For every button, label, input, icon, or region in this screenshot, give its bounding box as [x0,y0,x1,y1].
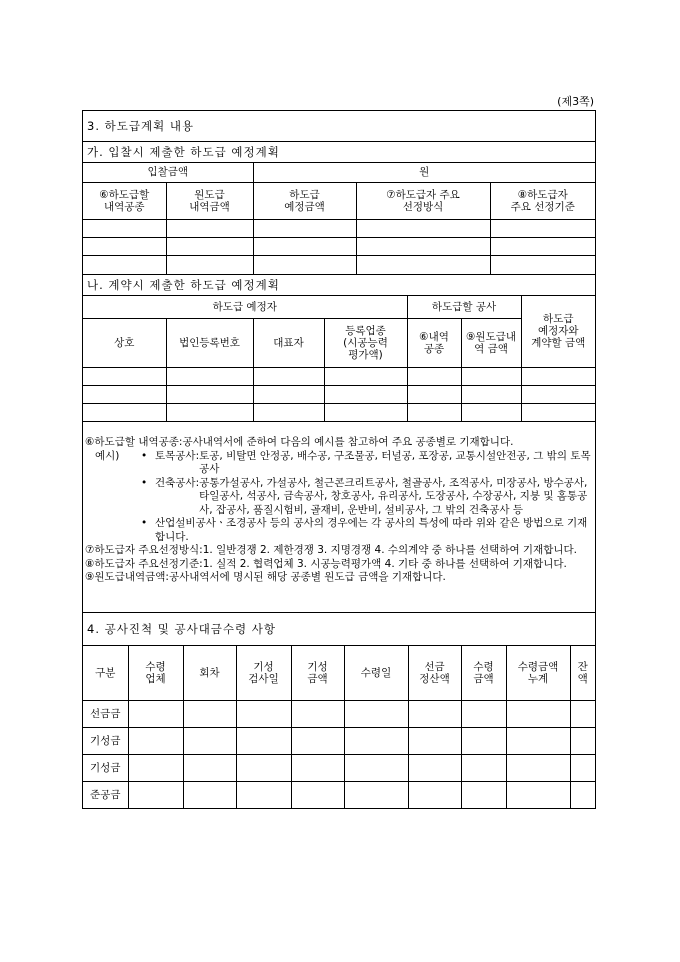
input-cell[interactable] [461,700,506,727]
example-text: 공통가설공사, 가설공사, 철근콘크리트공사, 철골공사, 조적공사, 미장공사, 방수공사, 타일공사, 석공사, 금속공사, 창호공사, 유리공사, 도장공사, 수장공사, 지붕 및 홈통공사, 잡공사, 품질시험비, 골재비, 운반비, 설비공사, 그 밖의 건축공사 등 [199,476,588,516]
table-row [83,781,595,808]
example-building [85,477,593,518]
page-number: (제3쪽) [557,95,594,108]
example-civil [85,450,593,477]
table-row [83,385,595,403]
header-selection-criteria [490,182,595,219]
header-received-amount [461,646,506,700]
row-label: 준공금 [83,781,128,808]
input-cell[interactable] [344,781,408,808]
row-label: 기성금 [83,754,128,781]
table-row [83,754,595,781]
note-9 [85,571,593,585]
input-cell[interactable] [128,754,183,781]
instructions-notes [83,421,595,612]
input-cell[interactable] [408,727,461,754]
note-text: 공사내역서에 명시된 해당 공종별 원도급 금액을 기재합니다. [168,571,446,583]
example-prefix: 예시) [95,449,120,462]
table-row [83,403,595,421]
bullet-icon: • [141,449,148,462]
header-text: 원도급 내역금액 [189,188,230,213]
table-row [83,367,595,385]
note-text: 공사내역서에 준하여 다음의 예시를 참고하여 주요 공종별로 기재합니다. [182,436,514,448]
input-cell[interactable] [461,385,521,403]
table-row [83,700,595,727]
example-industrial [85,517,593,544]
contract-plan-table [83,296,595,421]
header-receiving-company [128,646,183,700]
input-cell[interactable] [183,754,236,781]
input-cell[interactable] [324,367,407,385]
note-text: 1. 일반경쟁 2. 제한경쟁 3. 지명경쟁 4. 수의계약 중 하나를 선택하여 기재합니다. [202,544,577,556]
header-text: 잔 액 [577,660,588,685]
header-advance-settlement [408,646,461,700]
input-cell[interactable] [407,403,461,421]
note-label: ⑦하도급자 주요선정방식: [85,544,203,556]
input-cell[interactable] [356,219,490,237]
input-cell[interactable] [521,403,595,421]
input-cell[interactable] [570,727,595,754]
header-subcontract-work-type [83,182,166,219]
row-label: 선금금 [83,700,128,727]
input-cell[interactable] [253,255,356,274]
input-cell[interactable] [407,367,461,385]
header-representative [253,318,324,367]
input-cell[interactable] [490,255,595,274]
input-cell[interactable] [291,700,344,727]
input-cell[interactable] [324,385,407,403]
input-cell[interactable] [506,781,570,808]
bullet-icon: • [141,476,148,489]
input-cell[interactable] [236,754,291,781]
header-text: 하도급 예정자와 계약할 금액 [531,313,586,350]
section3-a-title: 가. 입찰시 제출한 하도급 예정계획 [83,142,595,163]
input-cell[interactable] [253,385,324,403]
header-contract-amount [521,296,595,367]
section3-b-title: 나. 계약시 제출한 하도급 예정계획 [83,274,595,296]
input-cell[interactable] [570,754,595,781]
header-inspection-date [236,646,291,700]
input-cell[interactable] [521,385,595,403]
input-cell[interactable] [461,781,506,808]
input-cell[interactable] [166,255,253,274]
note-label: ⑥하도급할 내역공종: [85,436,183,448]
input-cell[interactable] [253,219,356,237]
header-original-amount [461,318,521,367]
header-text: ⑧하도급자 주요 선정기준 [510,188,575,213]
header-text: 기성 금액 [307,660,328,685]
input-cell[interactable] [128,727,183,754]
note-text: 1. 실적 2. 협력업체 3. 시공능력평가액 4. 기타 중 하나를 선택하여 기재합니다. [202,557,567,570]
input-cell[interactable] [490,219,595,237]
input-cell[interactable] [83,403,166,421]
input-cell[interactable] [291,781,344,808]
header-text: 상호 [114,336,135,349]
header-registered-industry [324,318,407,367]
input-cell[interactable] [570,781,595,808]
bid-amount-value[interactable]: 원 [253,163,595,182]
input-cell[interactable] [83,367,166,385]
header-text: 하도급 예정금액 [284,188,325,213]
header-corp-reg-number [166,318,253,367]
input-cell[interactable] [128,781,183,808]
input-cell[interactable] [344,727,408,754]
form-frame [82,110,596,809]
table-row [83,727,595,754]
header-company-name [83,318,166,367]
input-cell[interactable] [324,403,407,421]
input-cell[interactable] [166,403,253,421]
input-cell[interactable] [253,367,324,385]
header-selection-method [356,182,490,219]
input-cell[interactable] [83,255,166,274]
input-cell[interactable] [356,255,490,274]
spacer [85,517,141,544]
input-cell[interactable] [166,385,253,403]
example-label: 토목공사: [155,449,200,462]
input-cell[interactable] [83,219,166,237]
table-row [83,255,595,274]
input-cell[interactable] [183,781,236,808]
input-cell[interactable] [183,700,236,727]
input-cell[interactable] [291,754,344,781]
group-subcontractor: 하도급 예정자 [83,296,407,318]
input-cell[interactable] [521,367,595,385]
input-cell[interactable] [83,237,166,255]
header-original-amount [166,182,253,219]
example-label: 건축공사: [155,476,200,489]
input-cell[interactable] [461,754,506,781]
input-cell[interactable] [506,754,570,781]
header-progress-amount [291,646,344,700]
payment-table [83,646,595,808]
header-round [183,646,236,700]
input-cell[interactable] [236,700,291,727]
input-cell[interactable] [506,727,570,754]
section3-title: 3. 하도급계획 내용 [83,111,595,142]
header-receipt-date [344,646,408,700]
input-cell[interactable] [570,700,595,727]
header-text: 법인등록번호 [179,336,240,349]
header-text: 대표자 [273,336,304,349]
table-row [83,219,595,237]
header-text: 수령 업체 [145,660,166,685]
input-cell[interactable] [408,754,461,781]
header-text: 구분 [95,666,116,679]
note-7 [85,544,593,558]
header-planned-amount [253,182,356,219]
note-6 [85,436,593,450]
header-text: 수령 금액 [473,660,494,685]
input-cell[interactable] [344,754,408,781]
header-cumulative-amount [506,646,570,700]
example-text: 토공, 비탈면 안정공, 배수공, 구조물공, 터널공, 포장공, 교통시설안전공, 그 밖의 토목공사 [199,449,591,475]
input-cell[interactable] [461,403,521,421]
header-text: 수령일 [360,666,392,679]
input-cell[interactable] [461,367,521,385]
header-text: ⑥내역 공종 [419,330,449,355]
header-work-type [407,318,461,367]
note-label: ⑧하도급자 주요선정기준: [85,557,203,570]
input-cell[interactable] [128,700,183,727]
input-cell[interactable] [236,727,291,754]
header-text: ⑨원도급내 역 금액 [466,330,517,355]
table-row [83,237,595,255]
input-cell[interactable] [83,385,166,403]
input-cell[interactable] [344,700,408,727]
input-cell[interactable] [166,237,253,255]
input-cell[interactable] [183,727,236,754]
header-category [83,646,128,700]
header-text: 회차 [199,666,220,679]
group-subcontract-work: 하도급할 공사 [407,296,521,318]
input-cell[interactable] [166,219,253,237]
header-text: 기성 검사일 [248,660,279,685]
header-text: 선금 정산액 [419,660,450,685]
bid-plan-table [83,163,595,274]
input-cell[interactable] [291,727,344,754]
bid-amount-label: 입찰금액 [83,163,253,182]
note-8 [85,558,593,572]
input-cell[interactable] [253,403,324,421]
row-label: 기성금 [83,727,128,754]
header-text: ⑦하도급자 주요 선정방식 [386,188,460,213]
example-text: 산업설비공사ㆍ조경공사 등의 공사의 경우에는 각 공사의 특성에 따라 위와 같은 방법으로 기재합니다. [155,517,588,543]
input-cell[interactable] [408,781,461,808]
header-text: 등록업종 (시공능력 평가액) [343,324,388,361]
input-cell[interactable] [407,385,461,403]
input-cell[interactable] [461,727,506,754]
spacer [85,477,141,518]
input-cell[interactable] [490,237,595,255]
header-balance [570,646,595,700]
bullet-icon: • [141,517,148,529]
input-cell[interactable] [408,700,461,727]
section4-title: 4. 공사진척 및 공사대금수령 사항 [83,612,595,646]
header-text: 수령금액 누계 [517,660,559,685]
note-label: ⑨원도급내역금액: [85,571,169,583]
input-cell[interactable] [506,700,570,727]
input-cell[interactable] [236,781,291,808]
header-text: ⑥하도급할 내역공종 [99,188,150,213]
input-cell[interactable] [166,367,253,385]
input-cell[interactable] [356,237,490,255]
input-cell[interactable] [253,237,356,255]
